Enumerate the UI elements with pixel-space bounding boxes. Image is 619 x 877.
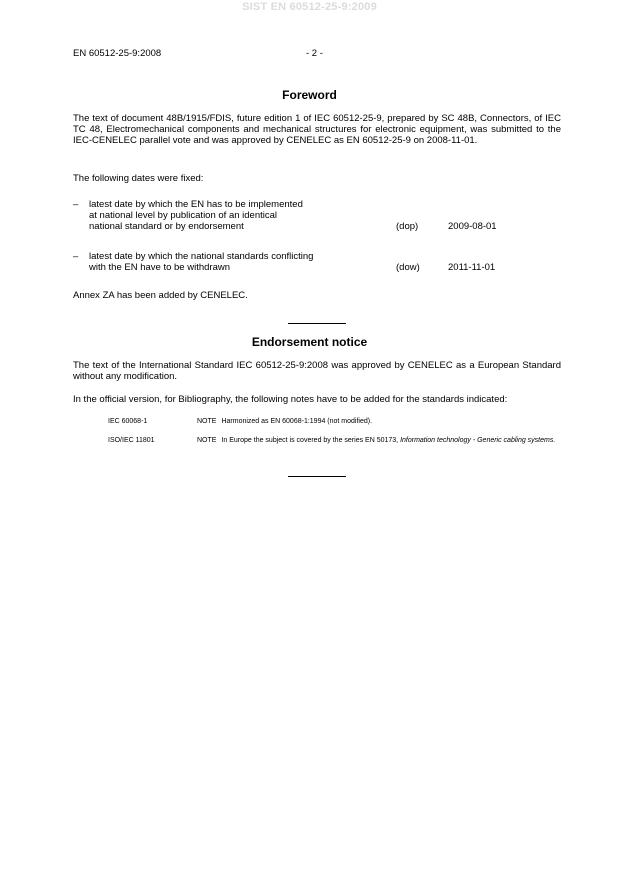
date-item-line: at national level by publication of an identical <box>89 210 278 221</box>
date-item-line: latest date by which the national standards conflicting <box>89 251 314 262</box>
note-standard: IEC 60068-1 <box>108 418 148 425</box>
date-item-description <box>89 251 349 273</box>
date-item-date: 2009-08-01 <box>448 221 497 232</box>
watermark: SIST EN 60512-25-9:2009 <box>242 1 377 13</box>
note-label: NOTE <box>197 418 217 425</box>
date-item-line: with the EN have to be withdrawn <box>89 262 230 273</box>
page-number: - 2 - <box>306 48 323 59</box>
date-item-abbr: (dow) <box>396 262 420 273</box>
date-item-line: national standard or by endorsement <box>89 221 244 232</box>
date-item-abbr: (dop) <box>396 221 419 232</box>
endorsement-title: Endorsement notice <box>251 335 368 349</box>
list-bullet: – <box>73 199 79 210</box>
bibliography-note <box>197 437 561 446</box>
bibliography-intro: In the official version, for Bibliography, the following notes have to be added for the standards indicated: <box>73 394 508 405</box>
date-item-date: 2011-11-01 <box>448 262 496 273</box>
note-italic-title: Information technology - Generic cabling systems. <box>400 437 556 444</box>
foreword-intro: The text of document 48B/1915/FDIS, future edition 1 of IEC 60512-25-9, prepared by SC 48B, Connectors, of IEC TC 48, Electromechanical components and mechanical structures for electronic equipment, was submitted to the IEC-CENELEC parallel vote and was approved by CENELEC as EN 60512-25-9 on 2008-11-01. <box>73 113 561 146</box>
bibliography-note <box>197 418 561 427</box>
endorsement-text: The text of the International Standard IEC 60512-25-9:2008 was approved by CENELEC as a European Standard without any modification. <box>73 360 561 382</box>
section-divider <box>288 323 346 324</box>
note-text: In Europe the subject is covered by the series EN 50173, <box>221 437 401 444</box>
list-bullet: – <box>73 251 79 262</box>
date-item-line: latest date by which the EN has to be implemented <box>89 199 303 210</box>
section-divider <box>288 476 346 477</box>
note-standard: ISO/IEC 11801 <box>108 437 155 444</box>
annex-note: Annex ZA has been added by CENELEC. <box>73 290 248 301</box>
date-item-description <box>89 199 349 232</box>
document-id: EN 60512-25-9:2008 <box>73 48 162 59</box>
note-label: NOTE <box>197 437 217 444</box>
note-text: Harmonized as EN 60068-1:1994 (not modified). <box>221 418 373 425</box>
foreword-title: Foreword <box>282 88 337 102</box>
dates-intro: The following dates were fixed: <box>73 173 204 184</box>
